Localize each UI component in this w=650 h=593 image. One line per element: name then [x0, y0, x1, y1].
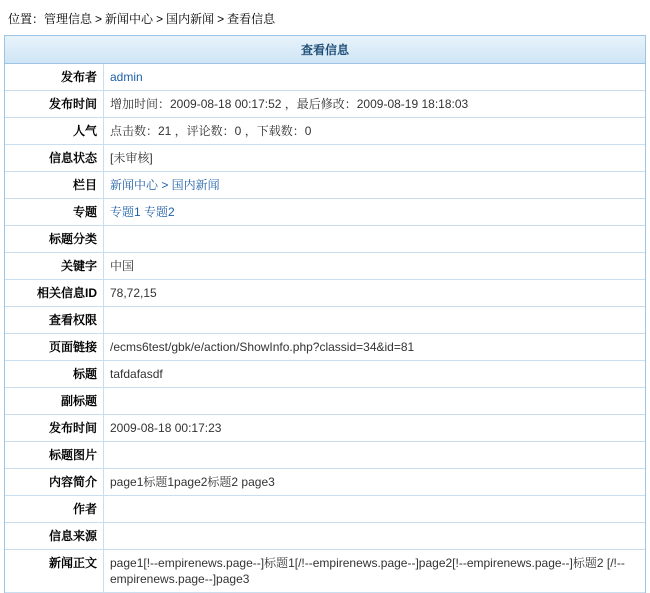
row-label: 专题 — [5, 199, 104, 226]
row-label: 发布时间 — [5, 415, 104, 442]
row-label: 标题 — [5, 361, 104, 388]
table-row — [5, 361, 645, 388]
row-label: 人气 — [5, 118, 104, 145]
row-value — [104, 361, 646, 388]
row-label: 内容简介 — [5, 469, 104, 496]
breadcrumb-item-0[interactable]: 管理信息 — [44, 12, 93, 26]
info-table — [5, 64, 645, 593]
row-value-text: 78,72,15 — [110, 286, 157, 300]
row-value — [104, 442, 646, 469]
breadcrumb-item-3: 查看信息 — [227, 12, 276, 26]
row-label: 作者 — [5, 496, 104, 523]
table-row — [5, 523, 645, 550]
row-label: 关键字 — [5, 253, 104, 280]
row-value-text: page1[!--empirenews.page--]标题1[/!--empirenews.page--]page2[!--empirenews.page--]标题2 [/!--empirenews.page--]page3 — [110, 556, 625, 586]
row-label: 副标题 — [5, 388, 104, 415]
table-row — [5, 64, 645, 91]
row-value-link[interactable]: admin — [110, 70, 143, 84]
table-row — [5, 280, 645, 307]
row-value-text: tafdafasdf — [110, 367, 163, 381]
row-label: 信息状态 — [5, 145, 104, 172]
row-label: 栏目 — [5, 172, 104, 199]
row-label: 标题分类 — [5, 226, 104, 253]
row-value — [104, 253, 646, 280]
table-row — [5, 388, 645, 415]
row-value-text: 2009-08-18 00:17:23 — [110, 421, 222, 435]
breadcrumb-prefix: 位置： — [8, 12, 45, 26]
row-value — [104, 226, 646, 253]
row-value-link[interactable]: 专题1 专题2 — [110, 205, 175, 219]
row-value-text: [未审核] — [110, 151, 153, 165]
row-value — [104, 523, 646, 550]
table-row — [5, 307, 645, 334]
table-row — [5, 442, 645, 469]
breadcrumb-item-1[interactable]: 新闻中心 — [105, 12, 154, 26]
row-value — [104, 334, 646, 361]
table-row — [5, 415, 645, 442]
row-value[interactable] — [104, 199, 646, 226]
table-row — [5, 550, 645, 593]
table-row — [5, 118, 645, 145]
breadcrumb-separator: > — [217, 12, 225, 26]
row-value-text: 中国 — [110, 259, 135, 273]
breadcrumb-separator: > — [156, 12, 164, 26]
row-value — [104, 388, 646, 415]
row-value — [104, 118, 646, 145]
row-label: 相关信息ID — [5, 280, 104, 307]
row-value-text: 增加时间：2009-08-18 00:17:52 ，最后修改：2009-08-19 18:18:03 — [110, 97, 469, 111]
row-value — [104, 307, 646, 334]
table-row — [5, 226, 645, 253]
row-value[interactable] — [104, 64, 646, 91]
breadcrumb — [0, 0, 650, 35]
table-row — [5, 145, 645, 172]
row-value[interactable] — [104, 172, 646, 199]
row-label: 发布者 — [5, 64, 104, 91]
row-value — [104, 145, 646, 172]
table-row — [5, 199, 645, 226]
row-label: 信息来源 — [5, 523, 104, 550]
row-value — [104, 469, 646, 496]
row-value — [104, 415, 646, 442]
table-row — [5, 469, 645, 496]
table-row — [5, 253, 645, 280]
table-row — [5, 172, 645, 199]
row-value — [104, 91, 646, 118]
table-row — [5, 91, 645, 118]
row-value-text: 点击数：21 ，评论数：0 ，下载数：0 — [110, 124, 312, 138]
row-label: 发布时间 — [5, 91, 104, 118]
row-value-text: page1标题1page2标题2 page3 — [110, 475, 275, 489]
table-row — [5, 496, 645, 523]
page-title: 查看信息 — [5, 36, 645, 64]
breadcrumb-separator: > — [95, 12, 103, 26]
info-panel — [4, 35, 646, 593]
row-value — [104, 550, 646, 593]
row-value — [104, 496, 646, 523]
breadcrumb-item-2[interactable]: 国内新闻 — [166, 12, 215, 26]
row-value-text: /ecms6test/gbk/e/action/ShowInfo.php?classid=34&id=81 — [110, 340, 415, 354]
row-label: 页面链接 — [5, 334, 104, 361]
row-value — [104, 280, 646, 307]
row-value-link[interactable]: 新闻中心 > 国内新闻 — [110, 178, 220, 192]
table-row — [5, 334, 645, 361]
row-label: 查看权限 — [5, 307, 104, 334]
row-label: 新闻正文 — [5, 550, 104, 593]
row-label: 标题图片 — [5, 442, 104, 469]
